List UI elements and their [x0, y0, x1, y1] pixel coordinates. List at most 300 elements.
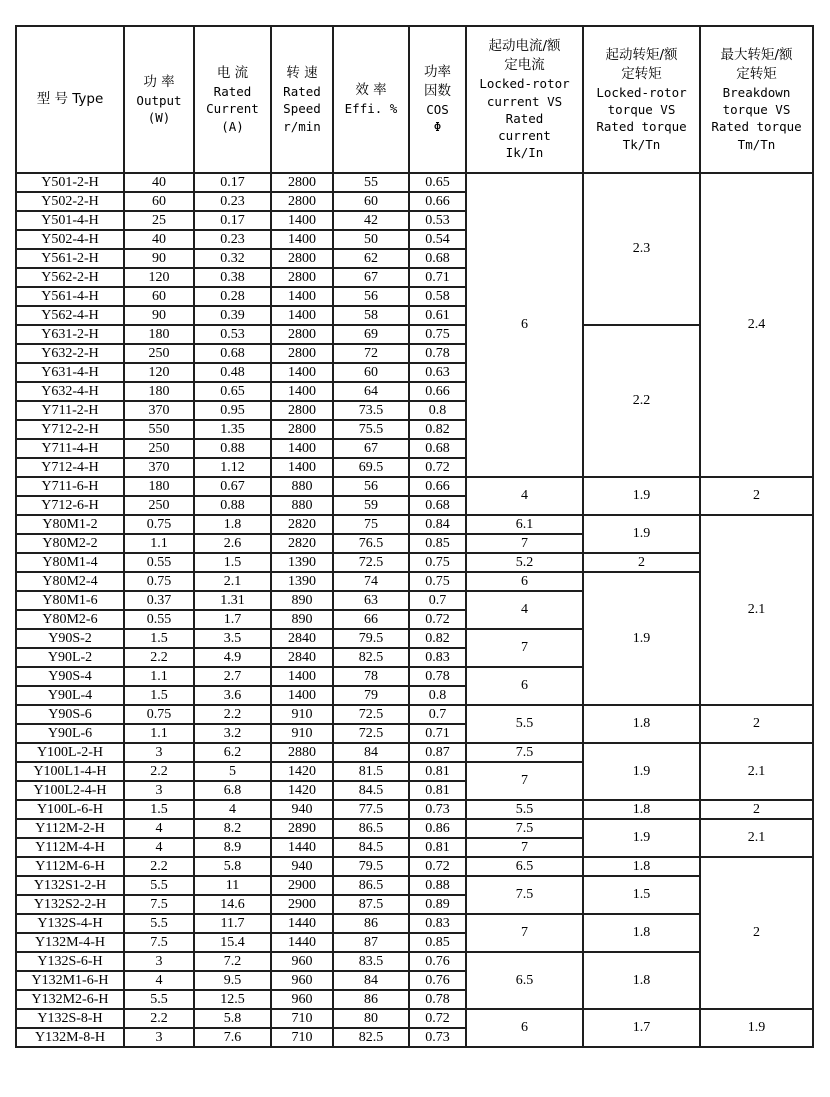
cell-tm-tn: 2.4: [700, 173, 813, 477]
header-line: (W): [147, 109, 171, 125]
cell-rated-speed: 2890: [271, 819, 333, 838]
cell-ik-in: 4: [466, 477, 583, 515]
cell-power-factor: 0.85: [409, 534, 466, 553]
header-line: 定转矩: [736, 66, 777, 82]
cell-power-factor: 0.82: [409, 420, 466, 439]
cell-rated-speed: 1400: [271, 458, 333, 477]
header-line: torque VS: [607, 102, 676, 118]
cell-rated-speed: 1440: [271, 838, 333, 857]
cell-efficiency: 79.5: [333, 629, 409, 648]
cell-type: Y90S-4: [16, 667, 124, 686]
cell-power-factor: 0.81: [409, 781, 466, 800]
cell-rated-speed: 1400: [271, 306, 333, 325]
cell-rated-speed: 940: [271, 800, 333, 819]
cell-type: Y90L-2: [16, 648, 124, 667]
header-line: 功 率: [143, 73, 175, 90]
cell-efficiency: 72.5: [333, 724, 409, 743]
cell-power-factor: 0.65: [409, 173, 466, 192]
cell-ik-in: 6: [466, 1009, 583, 1047]
cell-rated-speed: 960: [271, 952, 333, 971]
cell-rated-current: 0.38: [194, 268, 271, 287]
cell-type: Y632-4-H: [16, 382, 124, 401]
cell-type: Y132M2-6-H: [16, 990, 124, 1009]
cell-rated-speed: 2900: [271, 876, 333, 895]
cell-rated-current: 1.35: [194, 420, 271, 439]
col-header-tm-tn: [700, 26, 813, 173]
cell-power-factor: 0.8: [409, 401, 466, 420]
cell-type: Y712-2-H: [16, 420, 124, 439]
cell-ik-in: 5.2: [466, 553, 583, 572]
header-line: 功率: [424, 64, 451, 81]
cell-rated-current: 0.88: [194, 439, 271, 458]
cell-tk-tn: 2.3: [583, 173, 700, 325]
cell-efficiency: 86.5: [333, 819, 409, 838]
cell-output: 90: [124, 306, 194, 325]
cell-rated-speed: 1400: [271, 667, 333, 686]
cell-efficiency: 78: [333, 667, 409, 686]
cell-rated-current: 5: [194, 762, 271, 781]
cell-power-factor: 0.58: [409, 287, 466, 306]
cell-type: Y132S2-2-H: [16, 895, 124, 914]
table-row: [16, 173, 813, 192]
cell-output: 4: [124, 819, 194, 838]
cell-output: 3: [124, 1028, 194, 1047]
cell-efficiency: 60: [333, 192, 409, 211]
cell-efficiency: 50: [333, 230, 409, 249]
cell-power-factor: 0.81: [409, 838, 466, 857]
cell-output: 3: [124, 781, 194, 800]
cell-tk-tn: 1.9: [583, 477, 700, 515]
cell-rated-speed: 1440: [271, 914, 333, 933]
header-line: Speed: [283, 101, 321, 117]
cell-rated-current: 9.5: [194, 971, 271, 990]
cell-ik-in: 6.5: [466, 857, 583, 876]
cell-efficiency: 72.5: [333, 553, 409, 572]
cell-output: 1.1: [124, 667, 194, 686]
cell-power-factor: 0.73: [409, 800, 466, 819]
table-row: [16, 876, 813, 895]
cell-efficiency: 69: [333, 325, 409, 344]
cell-rated-speed: 2880: [271, 743, 333, 762]
cell-output: 5.5: [124, 990, 194, 1009]
cell-output: 370: [124, 458, 194, 477]
col-header-type: [16, 26, 124, 173]
cell-type: Y712-6-H: [16, 496, 124, 515]
cell-type: Y712-4-H: [16, 458, 124, 477]
cell-efficiency: 72.5: [333, 705, 409, 724]
cell-rated-current: 3.6: [194, 686, 271, 705]
cell-efficiency: 55: [333, 173, 409, 192]
cell-rated-current: 8.2: [194, 819, 271, 838]
cell-rated-current: 5.8: [194, 857, 271, 876]
cell-type: Y132M-4-H: [16, 933, 124, 952]
cell-efficiency: 87: [333, 933, 409, 952]
cell-type: Y562-4-H: [16, 306, 124, 325]
cell-rated-current: 3.5: [194, 629, 271, 648]
cell-output: 2.2: [124, 857, 194, 876]
cell-output: 5.5: [124, 914, 194, 933]
cell-type: Y502-4-H: [16, 230, 124, 249]
cell-power-factor: 0.72: [409, 857, 466, 876]
cell-rated-speed: 940: [271, 857, 333, 876]
cell-efficiency: 79: [333, 686, 409, 705]
cell-tk-tn: 1.8: [583, 952, 700, 1009]
cell-power-factor: 0.66: [409, 477, 466, 496]
cell-power-factor: 0.54: [409, 230, 466, 249]
cell-rated-speed: 2800: [271, 325, 333, 344]
cell-tk-tn: 1.5: [583, 876, 700, 914]
cell-rated-speed: 960: [271, 971, 333, 990]
cell-ik-in: 7: [466, 534, 583, 553]
cell-efficiency: 59: [333, 496, 409, 515]
cell-efficiency: 77.5: [333, 800, 409, 819]
cell-rated-current: 2.6: [194, 534, 271, 553]
cell-output: 60: [124, 287, 194, 306]
cell-rated-current: 7.2: [194, 952, 271, 971]
cell-rated-current: 15.4: [194, 933, 271, 952]
cell-efficiency: 74: [333, 572, 409, 591]
cell-rated-speed: 1440: [271, 933, 333, 952]
cell-output: 1.1: [124, 534, 194, 553]
cell-power-factor: 0.68: [409, 439, 466, 458]
cell-rated-speed: 1400: [271, 686, 333, 705]
cell-ik-in: 4: [466, 591, 583, 629]
cell-efficiency: 62: [333, 249, 409, 268]
cell-output: 1.1: [124, 724, 194, 743]
table-row: [16, 800, 813, 819]
cell-ik-in: 7: [466, 762, 583, 800]
cell-rated-speed: 910: [271, 705, 333, 724]
cell-power-factor: 0.75: [409, 553, 466, 572]
header-line: current VS: [486, 93, 563, 109]
cell-type: Y90S-6: [16, 705, 124, 724]
cell-rated-speed: 880: [271, 477, 333, 496]
cell-rated-current: 0.67: [194, 477, 271, 496]
cell-ik-in: 6.5: [466, 952, 583, 1009]
cell-type: Y711-6-H: [16, 477, 124, 496]
cell-efficiency: 42: [333, 211, 409, 230]
table-row: [16, 1009, 813, 1028]
cell-power-factor: 0.82: [409, 629, 466, 648]
cell-type: Y100L1-4-H: [16, 762, 124, 781]
cell-ik-in: 7.5: [466, 819, 583, 838]
cell-rated-speed: 1420: [271, 762, 333, 781]
cell-rated-current: 0.39: [194, 306, 271, 325]
cell-ik-in: 5.5: [466, 800, 583, 819]
cell-tk-tn: 1.8: [583, 705, 700, 743]
cell-power-factor: 0.78: [409, 667, 466, 686]
cell-power-factor: 0.66: [409, 192, 466, 211]
table-row: [16, 515, 813, 534]
cell-efficiency: 67: [333, 439, 409, 458]
cell-power-factor: 0.78: [409, 990, 466, 1009]
cell-rated-speed: 2800: [271, 420, 333, 439]
cell-type: Y631-2-H: [16, 325, 124, 344]
cell-type: Y132M-8-H: [16, 1028, 124, 1047]
cell-power-factor: 0.76: [409, 971, 466, 990]
cell-type: Y561-2-H: [16, 249, 124, 268]
cell-rated-current: 0.17: [194, 211, 271, 230]
cell-rated-speed: 890: [271, 610, 333, 629]
cell-efficiency: 66: [333, 610, 409, 629]
cell-rated-current: 1.5: [194, 553, 271, 572]
cell-output: 1.5: [124, 629, 194, 648]
cell-rated-current: 1.7: [194, 610, 271, 629]
header-line: 最大转矩/额: [720, 47, 793, 64]
cell-power-factor: 0.61: [409, 306, 466, 325]
cell-type: Y80M2-4: [16, 572, 124, 591]
cell-type: Y100L-2-H: [16, 743, 124, 762]
cell-output: 120: [124, 363, 194, 382]
cell-output: 370: [124, 401, 194, 420]
cell-tk-tn: 2.2: [583, 325, 700, 477]
cell-rated-current: 5.8: [194, 1009, 271, 1028]
cell-rated-current: 1.8: [194, 515, 271, 534]
cell-power-factor: 0.84: [409, 515, 466, 534]
cell-tk-tn: 1.8: [583, 800, 700, 819]
cell-type: Y90L-4: [16, 686, 124, 705]
cell-rated-speed: 880: [271, 496, 333, 515]
cell-type: Y711-4-H: [16, 439, 124, 458]
table-row: [16, 325, 813, 344]
header-line: Rated torque: [711, 119, 802, 135]
cell-rated-current: 14.6: [194, 895, 271, 914]
cell-type: Y132M1-6-H: [16, 971, 124, 990]
header-line: Rated: [213, 84, 252, 100]
cell-output: 4: [124, 838, 194, 857]
cell-efficiency: 73.5: [333, 401, 409, 420]
cell-tm-tn: 2.1: [700, 515, 813, 705]
cell-power-factor: 0.78: [409, 344, 466, 363]
cell-efficiency: 84: [333, 743, 409, 762]
cell-type: Y631-4-H: [16, 363, 124, 382]
cell-rated-current: 0.23: [194, 230, 271, 249]
header-line: Output: [136, 92, 182, 108]
cell-power-factor: 0.75: [409, 325, 466, 344]
cell-efficiency: 81.5: [333, 762, 409, 781]
cell-efficiency: 63: [333, 591, 409, 610]
cell-rated-speed: 2800: [271, 249, 333, 268]
header-line: Ik/In: [505, 145, 544, 161]
header-line: Rated: [283, 84, 321, 100]
header-line: 定电流: [504, 57, 545, 74]
cell-rated-speed: 2800: [271, 192, 333, 211]
cell-rated-current: 0.32: [194, 249, 271, 268]
cell-tk-tn: 1.7: [583, 1009, 700, 1047]
cell-power-factor: 0.88: [409, 876, 466, 895]
header-line: 定转矩: [621, 66, 662, 82]
cell-efficiency: 86.5: [333, 876, 409, 895]
cell-output: 4: [124, 971, 194, 990]
cell-output: 0.75: [124, 705, 194, 724]
table-header: [16, 26, 813, 173]
cell-rated-current: 0.28: [194, 287, 271, 306]
cell-power-factor: 0.89: [409, 895, 466, 914]
cell-rated-speed: 1390: [271, 572, 333, 591]
cell-efficiency: 64: [333, 382, 409, 401]
cell-power-factor: 0.87: [409, 743, 466, 762]
cell-ik-in: 7: [466, 629, 583, 667]
cell-ik-in: 7: [466, 838, 583, 857]
cell-rated-current: 8.9: [194, 838, 271, 857]
header-line: 电 流: [216, 65, 249, 82]
cell-power-factor: 0.72: [409, 610, 466, 629]
col-header-output: [124, 26, 194, 173]
cell-rated-current: 2.2: [194, 705, 271, 724]
cell-type: Y80M1-6: [16, 591, 124, 610]
cell-power-factor: 0.73: [409, 1028, 466, 1047]
cell-efficiency: 79.5: [333, 857, 409, 876]
cell-power-factor: 0.86: [409, 819, 466, 838]
cell-efficiency: 84: [333, 971, 409, 990]
header-line: 型 号 Type: [36, 91, 104, 108]
cell-power-factor: 0.71: [409, 268, 466, 287]
cell-efficiency: 84.5: [333, 838, 409, 857]
cell-output: 250: [124, 344, 194, 363]
cell-rated-speed: 1400: [271, 439, 333, 458]
cell-tm-tn: 2: [700, 800, 813, 819]
cell-power-factor: 0.75: [409, 572, 466, 591]
cell-rated-current: 3.2: [194, 724, 271, 743]
cell-rated-speed: 1390: [271, 553, 333, 572]
cell-type: Y80M2-6: [16, 610, 124, 629]
table-row: [16, 819, 813, 838]
cell-power-factor: 0.81: [409, 762, 466, 781]
cell-output: 7.5: [124, 895, 194, 914]
cell-tk-tn: 1.8: [583, 857, 700, 876]
cell-power-factor: 0.63: [409, 363, 466, 382]
cell-output: 7.5: [124, 933, 194, 952]
cell-output: 2.2: [124, 648, 194, 667]
header-line: COS: [426, 102, 449, 118]
cell-type: Y501-2-H: [16, 173, 124, 192]
table-body: [16, 173, 813, 1047]
cell-type: Y112M-6-H: [16, 857, 124, 876]
cell-rated-current: 0.65: [194, 382, 271, 401]
cell-rated-speed: 960: [271, 990, 333, 1009]
cell-power-factor: 0.68: [409, 249, 466, 268]
cell-output: 250: [124, 496, 194, 515]
cell-output: 5.5: [124, 876, 194, 895]
table-row: [16, 572, 813, 591]
cell-ik-in: 7.5: [466, 876, 583, 914]
cell-rated-speed: 1400: [271, 382, 333, 401]
table-row: [16, 477, 813, 496]
cell-power-factor: 0.53: [409, 211, 466, 230]
header-line: r/min: [283, 118, 321, 134]
cell-rated-speed: 2900: [271, 895, 333, 914]
cell-type: Y90S-2: [16, 629, 124, 648]
cell-power-factor: 0.7: [409, 705, 466, 724]
cell-efficiency: 80: [333, 1009, 409, 1028]
cell-output: 0.75: [124, 515, 194, 534]
cell-ik-in: 5.5: [466, 705, 583, 743]
cell-output: 1.5: [124, 800, 194, 819]
cell-rated-speed: 710: [271, 1009, 333, 1028]
cell-rated-current: 0.23: [194, 192, 271, 211]
cell-efficiency: 72: [333, 344, 409, 363]
header-line: Breakdown: [722, 84, 791, 100]
cell-efficiency: 87.5: [333, 895, 409, 914]
table-row: [16, 857, 813, 876]
cell-rated-current: 1.12: [194, 458, 271, 477]
header-line: 起动转矩/额: [605, 47, 678, 64]
cell-output: 180: [124, 325, 194, 344]
table-row: [16, 952, 813, 971]
cell-type: Y80M2-2: [16, 534, 124, 553]
header-line: Rated torque: [596, 119, 687, 135]
cell-output: 0.55: [124, 610, 194, 629]
cell-type: Y502-2-H: [16, 192, 124, 211]
cell-output: 250: [124, 439, 194, 458]
cell-type: Y561-4-H: [16, 287, 124, 306]
cell-efficiency: 67: [333, 268, 409, 287]
cell-rated-speed: 2840: [271, 629, 333, 648]
header-line: 起动电流/额: [488, 38, 561, 55]
cell-rated-speed: 1400: [271, 230, 333, 249]
col-header-efficiency: [333, 26, 409, 173]
header-line: Tk/Tn: [622, 136, 661, 152]
cell-output: 40: [124, 173, 194, 192]
cell-type: Y132S1-2-H: [16, 876, 124, 895]
cell-rated-current: 4: [194, 800, 271, 819]
col-header-power-factor: [409, 26, 466, 173]
cell-power-factor: 0.72: [409, 1009, 466, 1028]
cell-efficiency: 75.5: [333, 420, 409, 439]
cell-type: Y132S-4-H: [16, 914, 124, 933]
cell-efficiency: 86: [333, 914, 409, 933]
cell-rated-current: 6.8: [194, 781, 271, 800]
cell-tm-tn: 1.9: [700, 1009, 813, 1047]
cell-output: 120: [124, 268, 194, 287]
cell-output: 180: [124, 477, 194, 496]
cell-efficiency: 56: [333, 287, 409, 306]
header-line: 效 率: [355, 82, 387, 99]
cell-power-factor: 0.7: [409, 591, 466, 610]
table-row: [16, 705, 813, 724]
cell-ik-in: 6.1: [466, 515, 583, 534]
header-line: (A): [221, 118, 244, 134]
cell-power-factor: 0.68: [409, 496, 466, 515]
cell-efficiency: 60: [333, 363, 409, 382]
col-header-rated-current: [194, 26, 271, 173]
cell-output: 3: [124, 743, 194, 762]
cell-tm-tn: 2: [700, 477, 813, 515]
cell-type: Y501-4-H: [16, 211, 124, 230]
cell-output: 60: [124, 192, 194, 211]
cell-type: Y100L2-4-H: [16, 781, 124, 800]
cell-type: Y112M-4-H: [16, 838, 124, 857]
cell-ik-in: 7.5: [466, 743, 583, 762]
header-line: Locked-rotor: [596, 84, 687, 100]
header-line: torque VS: [722, 102, 791, 118]
cell-rated-current: 0.48: [194, 363, 271, 382]
cell-rated-current: 0.88: [194, 496, 271, 515]
cell-rated-current: 7.6: [194, 1028, 271, 1047]
cell-rated-current: 1.31: [194, 591, 271, 610]
cell-ik-in: 7: [466, 914, 583, 952]
cell-type: Y632-2-H: [16, 344, 124, 363]
cell-tk-tn: 1.9: [583, 572, 700, 705]
cell-ik-in: 6: [466, 572, 583, 591]
cell-rated-current: 0.17: [194, 173, 271, 192]
cell-output: 40: [124, 230, 194, 249]
cell-type: Y80M1-4: [16, 553, 124, 572]
col-header-ik-in: [466, 26, 583, 173]
cell-rated-speed: 2820: [271, 515, 333, 534]
cell-power-factor: 0.85: [409, 933, 466, 952]
cell-efficiency: 82.5: [333, 1028, 409, 1047]
